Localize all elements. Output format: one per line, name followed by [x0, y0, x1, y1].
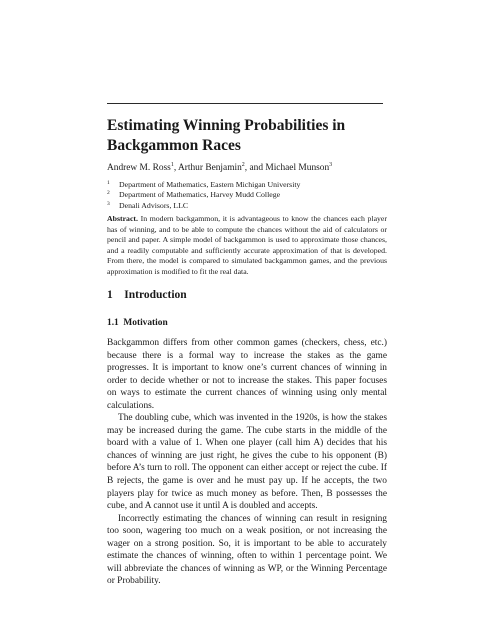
subsection-heading — [107, 318, 168, 328]
author-name: Andrew M. Ross — [107, 163, 171, 173]
affiliation — [107, 180, 387, 190]
author-name: Arthur Benjamin — [177, 163, 242, 173]
paragraph: Incorrectly estimating the chances of winning can result in resigning too soon, wagering too much on a weak position, or not increasing the wager on a strong position. So, it is important to be able to accurately estimate the chances of winning, often to within 1 percentage point. We will abbreviate the chances of winning as WP, or the Winning Percentage or Probability. — [107, 513, 387, 587]
paragraph: Backgammon differs from other common games (checkers, chess, etc.) because there is a formal way to increase the stakes as the game progresses. It is important to know one’s current chances of winning in order to decide whether or not to increase the stakes. This paper focuses on ways to estimate the current chances of winning using only mental calculations. — [107, 338, 387, 411]
affiliation-mark: 3 — [107, 200, 110, 207]
section-heading — [107, 289, 187, 301]
abstract-label: Abstract. — [107, 214, 138, 223]
author-line — [107, 162, 387, 174]
author-separator: , — [173, 163, 178, 173]
affiliation-text: Department of Mathematics, Harvey Mudd College — [119, 190, 281, 200]
affiliation-mark: 2 — [107, 190, 110, 197]
section-title: Introduction — [124, 289, 187, 301]
author-mark: 3 — [329, 162, 333, 168]
author-mark: 1 — [170, 162, 174, 168]
section-number: 1 — [107, 289, 113, 301]
author-mark: 2 — [241, 162, 245, 168]
title-rule-top — [107, 103, 383, 104]
affiliation-text: Denali Advisors, LLC — [119, 200, 189, 210]
affiliation-list — [107, 180, 387, 211]
author-name: Michael Munson — [265, 163, 330, 173]
subsection-number: 1.1 — [107, 318, 119, 328]
affiliation-mark: 1 — [107, 180, 110, 186]
subsection-title: Motivation — [123, 318, 168, 328]
affiliation-text: Department of Mathematics, Eastern Michigan University — [119, 180, 301, 189]
abstract — [107, 214, 387, 278]
abstract-text: In modern backgammon, it is advantageous to know the chances each player has of winning, and to be able to compute the chances without the aid of calculators or pencil and paper. A simple model of backgammon is used to approximate those chances, and a readily computable and sufficiently accurate approximation of that is developed. From there, the model is compared to simulated backgammon games, and the previous approximation is modified to fit the real data. — [107, 214, 387, 276]
body-text — [107, 337, 387, 588]
affiliation — [107, 190, 387, 200]
paper-title: Estimating Winning Probabilities in Backgammon Races — [107, 117, 346, 154]
paragraph: The doubling cube, which was invented in the 1920s, is how the stakes may be increased during the game. The cube starts in the middle of the board with a value of 1. When one player (call him A) decides that his chances of winning are just right, he gives the cube to his opponent (B) before A’s turn to roll. The opponent can either accept or reject the cube. If B rejects, the game is over and he must pay up. If he accepts, the two players play for twice as much money as before. Then, B possesses the cube, and A cannot use it until A is doubled and accepts. — [107, 413, 387, 512]
affiliation — [107, 201, 387, 211]
author-separator: , and — [244, 163, 266, 173]
